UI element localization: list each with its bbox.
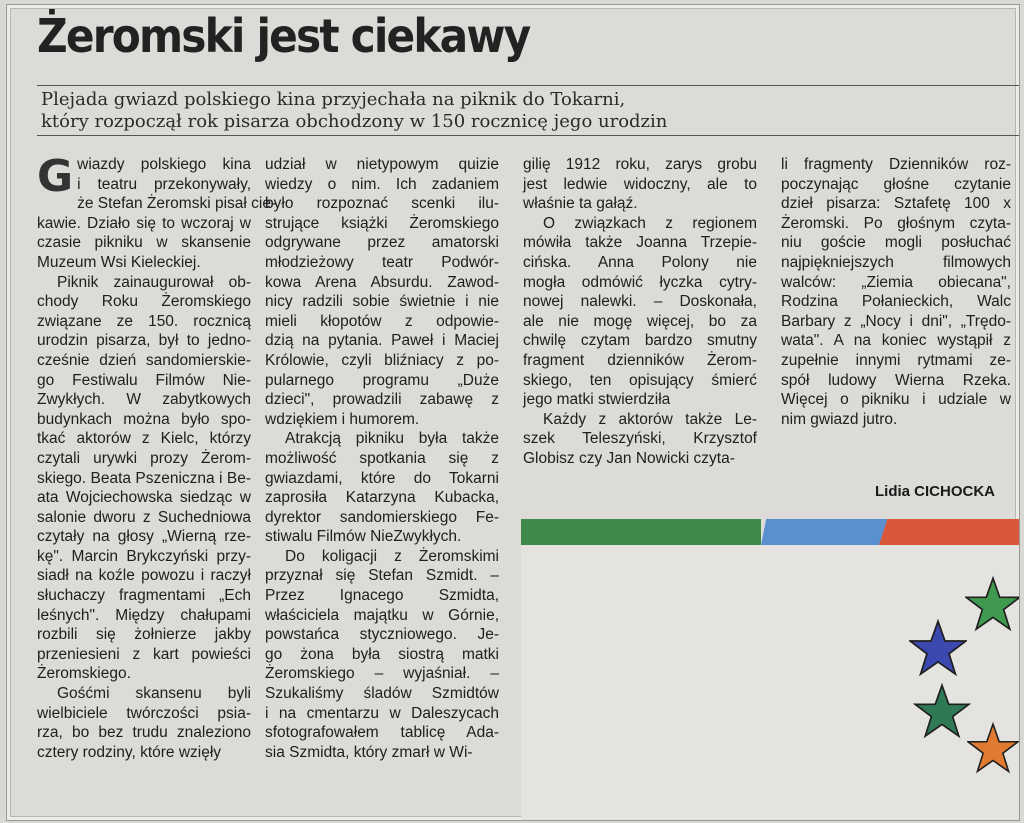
- text-line: urodzin pisarza, był to jedno-: [37, 332, 251, 350]
- newspaper-clipping: [6, 4, 1020, 821]
- text-line: nowej nalewki. – Doskonała,: [523, 293, 757, 311]
- article-headline: Żeromski jest ciekawy: [37, 9, 530, 63]
- text-line: Rodzina Połanieckich, Walc: [781, 293, 1011, 311]
- text-line: Żeromski. Po głośnym czyta-: [781, 214, 1011, 232]
- text-line: mieli kłopotów z odpowie-: [265, 312, 499, 330]
- text-line: nim gwiazd jutro.: [781, 410, 898, 428]
- headline-rule: [37, 85, 1019, 86]
- text-line: dzieł pisarza: Sztafetę 100 x: [781, 195, 1011, 213]
- text-line: jego matki stwierdziła: [523, 391, 671, 409]
- text-line: Muzeum Wsi Kieleckiej.: [37, 253, 201, 271]
- color-stripe-green: [521, 519, 761, 545]
- text-line: przyznał się Stefan Szmidt. –: [265, 567, 499, 585]
- text-line: słuchaczy fragmentami „Ech: [37, 587, 251, 605]
- text-line: szek Teleszyński, Krzysztof: [523, 430, 757, 448]
- text-line: strujące książki Żeromskiego: [265, 214, 499, 232]
- text-line: wata". A na koniec wystąpił z: [781, 332, 1011, 350]
- text-line: dzią na pytania. Paweł i Maciej: [265, 332, 499, 350]
- text-line: skiego, ten opisujący śmierć: [523, 371, 757, 389]
- deck-line: który rozpoczął rok pisarza obchodzony w 150 rocznicę jego urodzin: [41, 111, 668, 132]
- star-orange-icon: [967, 721, 1019, 775]
- text-line: stiwalu Filmów NieZwykłych.: [265, 528, 462, 546]
- text-line: mogła odmówić łyczka cytry-: [523, 273, 757, 291]
- text-line: pularnego programu „Duże: [265, 371, 499, 389]
- text-line: cińska. Anna Polony nie: [523, 253, 757, 271]
- author-byline: Lidia CICHOCKA: [875, 483, 995, 500]
- star-green-icon: [965, 575, 1020, 633]
- article-column-2: [265, 155, 499, 762]
- text-line: mówiła także Joanna Trzepie-: [523, 234, 757, 252]
- text-line: walców: „Ziemia obiecana",: [781, 273, 1011, 291]
- text-line: Piknik zainaugurował ob-: [57, 273, 251, 291]
- text-line: udział w nietypowym quizie: [265, 156, 499, 173]
- drop-cap: G: [37, 151, 74, 202]
- text-line: czasie pikniku w skansenie: [37, 234, 251, 252]
- text-line: ata Wojciechowska siedząc w: [37, 489, 251, 507]
- text-line: związane ze 150. rocznicą: [37, 312, 251, 330]
- text-line: salonie dworu z Suchedniowa: [37, 508, 251, 526]
- text-line: gilię 1912 roku, zarys grobu: [523, 156, 757, 173]
- text-line: wiedzy o nim. Ich zadaniem: [265, 175, 499, 193]
- article-deck: [41, 89, 761, 133]
- text-line: skiego. Beata Pszeniczna i Be-: [37, 469, 251, 487]
- text-line: nicy radzili sobie świetnie i nie: [265, 293, 499, 311]
- text-line: Globisz czy Jan Nowicki czyta-: [523, 449, 735, 467]
- text-line: wiazdy polskiego kina: [77, 156, 251, 173]
- text-line: fragment dzienników Żerom-: [523, 351, 757, 369]
- text-line: Barbary z „Nocy i dni", „Trędo-: [781, 312, 1011, 330]
- text-line: przeniesieni z kart powieści: [37, 645, 251, 663]
- text-line: li fragmenty Dzienników roz-: [781, 156, 1011, 173]
- text-line: odgrywane przez amatorski: [265, 234, 499, 252]
- text-line: Zwykłych. W zabytkowych: [37, 391, 251, 409]
- text-line: Żeromskiego – wyjaśniał. –: [265, 665, 499, 683]
- text-line: gwiazdami, które do Tokarni: [265, 469, 499, 487]
- text-line: poczynając głośne czytanie: [781, 175, 1011, 193]
- text-line: ale nie mogę więcej, bo za: [523, 312, 757, 330]
- text-line: najpiękniejszych filmowych: [781, 253, 1011, 271]
- text-line: kowa Arena Absurdu. Zawod-: [265, 273, 499, 291]
- text-line: Atrakcją pikniku była także: [285, 430, 499, 448]
- text-line: Królowie, czyli bliźniacy z po-: [265, 351, 499, 369]
- text-line: Szukaliśmy śladów Szmidtów: [265, 685, 499, 703]
- text-line: kę". Marcin Brykczyński przy-: [37, 547, 251, 565]
- text-line: sfotografowałem tablicę Ada-: [265, 724, 499, 742]
- text-line: chwilę czytam bardzo smutny: [523, 332, 757, 350]
- text-line: właśnie ta gałąź.: [523, 195, 638, 213]
- text-line: jest ledwie widoczny, ale to: [523, 175, 757, 193]
- text-line: rza, bo bez trudu znaleziono: [37, 724, 251, 742]
- text-line: chody Roku Żeromskiego: [37, 293, 251, 311]
- text-line: zaprosiła Katarzyna Kubacka,: [265, 489, 499, 507]
- text-line: Gośćmi skansenu byli: [57, 685, 251, 703]
- text-line: zupełnie innymi rytmami ze-: [781, 351, 1011, 369]
- deck-rule: [37, 135, 1019, 136]
- text-line: rozbili się żołnierze jakby: [37, 626, 251, 644]
- text-line: tkać aktorów z Kielc, którzy: [37, 430, 251, 448]
- text-line: powstańca styczniowego. Je-: [265, 626, 499, 644]
- color-stripe-blue: [761, 519, 891, 545]
- text-line: że Stefan Żeromski pisał cie-: [77, 195, 277, 213]
- star-teal-icon: [913, 683, 971, 739]
- text-line: budynkach można było spo-: [37, 410, 251, 428]
- deck-line: Plejada gwiazd polskiego kina przyjechała na piknik do Tokarni,: [41, 89, 626, 110]
- text-line: Żeromskiego.: [37, 665, 131, 683]
- text-line: siadł na koźle powozu i raczył: [37, 567, 251, 585]
- color-stripe-red: [879, 519, 1019, 545]
- text-line: czytały na głosy „Wierną rze-: [37, 528, 251, 546]
- text-line: możliwość spotkania się z: [265, 449, 499, 467]
- text-line: dyrektor sandomierskiego Fe-: [265, 508, 499, 526]
- star-blue-icon: [909, 619, 967, 677]
- article-column-3: [523, 155, 757, 469]
- text-line: go żona była siostrą matki: [265, 645, 499, 663]
- text-line: cztery rodziny, które wzięły: [37, 743, 222, 761]
- text-line: O związkach z regionem: [543, 214, 757, 232]
- text-line: cześnie dzień sandomierskie-: [37, 351, 251, 369]
- text-line: dzieci", prowadzili zabawę z: [265, 391, 499, 409]
- text-line: Przez Ignacego Szmidta,: [265, 587, 499, 605]
- text-line: go Festiwalu Filmów Nie-: [37, 371, 251, 389]
- text-line: Do koligacji z Żeromskimi: [285, 547, 499, 565]
- text-line: wielbiciele twórczości psia-: [37, 704, 251, 722]
- text-line: wdziękiem i humorem.: [265, 410, 420, 428]
- text-line: właściciela majątku w Górnie,: [265, 606, 499, 624]
- text-line: młodzieżowy teatr Podwór-: [265, 253, 499, 271]
- text-line: spół ludowy Wierna Rzeka.: [781, 371, 1011, 389]
- text-line: było rozpoznać scenki ilu-: [265, 195, 499, 213]
- text-line: Każdy z aktorów także Le-: [543, 410, 757, 428]
- text-line: i na cmentarzu w Daleszycach: [265, 704, 499, 722]
- text-line: kawie. Działo się to wczoraj w: [37, 214, 251, 232]
- text-line: czytali urywki prozy Żerom-: [37, 449, 251, 467]
- article-column-1: [37, 151, 277, 762]
- article-column-4: [781, 155, 1011, 429]
- text-line: Więcej o pikniku i udziale w: [781, 391, 1011, 409]
- text-line: niu goście mogli posłuchać: [781, 234, 1011, 252]
- text-line: sia Szmidta, który zmarł w Wi-: [265, 743, 473, 761]
- text-line: leśnych". Między chałupami: [37, 606, 251, 624]
- text-line: i teatru przekonywały,: [77, 175, 251, 193]
